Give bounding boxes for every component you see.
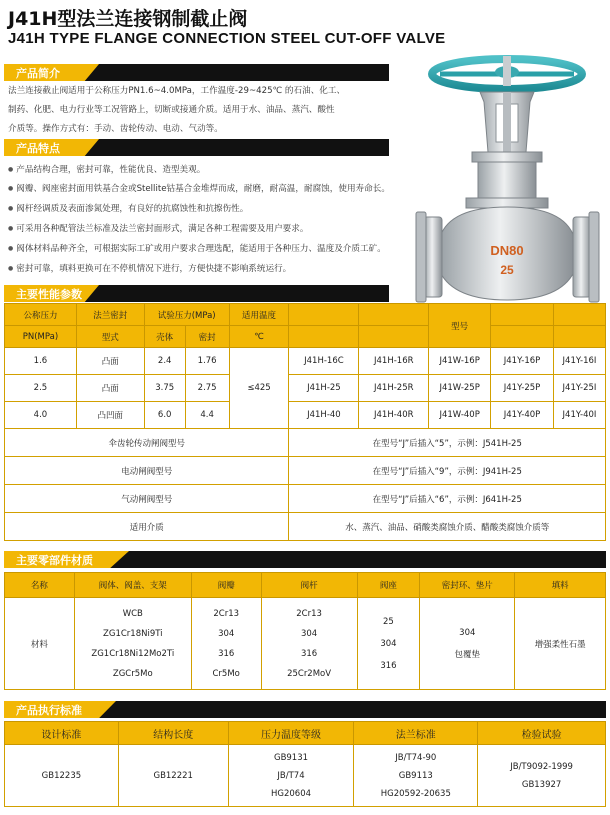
header-cell: 检验试验 — [478, 722, 606, 745]
cell: J41H-40R — [359, 402, 429, 429]
header-model-blank — [289, 326, 359, 348]
cell: 材料 — [5, 598, 75, 690]
header-cell: 设计标准 — [5, 722, 119, 745]
cell: J41W-40P — [429, 402, 491, 429]
cell: J41Y-25I — [553, 375, 605, 402]
cell: 凸面 — [76, 348, 144, 375]
section-title: 产品简介 — [16, 67, 60, 80]
cell: J41H-25 — [289, 375, 359, 402]
cell: 4.4 — [185, 402, 229, 429]
value: ZG1Cr18Ni12Mo2Ti — [91, 648, 175, 659]
value: HG20592-20635 — [380, 788, 451, 799]
header-cell: 压力温度等级 — [228, 722, 354, 745]
value: 2Cr13 — [213, 608, 240, 619]
table-row — [5, 485, 606, 513]
section-bar-standards — [4, 701, 606, 718]
section-title: 产品执行标准 — [16, 704, 82, 717]
value: 304 — [300, 628, 318, 639]
valve-size-marking: DN80 — [490, 243, 524, 258]
valve-pressure-marking: 25 — [500, 263, 514, 277]
value: Cr5Mo — [212, 668, 240, 679]
header-model: 型号 — [429, 304, 491, 348]
section-bar-features — [4, 139, 389, 156]
table-row — [5, 348, 606, 375]
value: HG20604 — [271, 788, 312, 799]
value: 316 — [218, 648, 235, 659]
cell: 伞齿轮传动闸阀型号 — [5, 429, 289, 457]
section-bar-intro — [4, 64, 389, 81]
value: 316 — [300, 648, 318, 659]
feature-item: ● 阀杆经调质及表面渗氮处理，有良好的抗腐蚀性和抗擦伤性。 — [8, 202, 248, 214]
params-table — [4, 303, 606, 541]
value: ZG1Cr18Ni9Ti — [103, 628, 163, 639]
header-temp: 适用温度 — [229, 304, 289, 326]
cell: J41H-40 — [289, 402, 359, 429]
cell: 3.75 — [144, 375, 185, 402]
header-cell: 阀座 — [357, 573, 420, 598]
value: GB9131 — [273, 752, 309, 763]
cell-test — [478, 745, 606, 807]
cell: GB12221 — [118, 745, 228, 807]
cell: 1.76 — [185, 348, 229, 375]
cell: 凸凹面 — [76, 402, 144, 429]
cell-seat — [357, 598, 420, 690]
cell: J41Y-40P — [491, 402, 554, 429]
cell-body — [74, 598, 191, 690]
cell: GB12235 — [5, 745, 119, 807]
table-row — [5, 745, 606, 807]
value: 2Cr13 — [296, 608, 322, 619]
header-cell: 阀瓣 — [191, 573, 261, 598]
cell: J41Y-40I — [553, 402, 605, 429]
table-row — [5, 429, 606, 457]
cell-packing: 增强柔性石墨 — [515, 598, 606, 690]
intro-line: 法兰连接截止阀适用于公称压力PN1.6~4.0MPa，工作温度-29~425℃ 的石油、化工、 — [8, 86, 346, 96]
header-test: 试验压力(MPa) — [144, 304, 229, 326]
value: 304 — [218, 628, 235, 639]
feature-item: ● 密封可靠，填料更换可在不停机情况下进行，方便快捷不影响系统运行。 — [8, 262, 291, 274]
value: ZGCr5Mo — [112, 668, 153, 679]
cell-disc — [191, 598, 261, 690]
feature-item: ● 产品结构合理，密封可靠，性能优良、造型美观。 — [8, 163, 205, 175]
cell: 2.4 — [144, 348, 185, 375]
header-pn-unit: PN(MPa) — [5, 326, 77, 348]
value: 包覆垫 — [454, 649, 481, 660]
header-pn: 公称压力 — [5, 304, 77, 326]
feature-item: ● 可采用各种配管法兰标准及法兰密封面形式，满足各种工程需要及用户要求。 — [8, 222, 308, 234]
value: GB9113 — [398, 770, 433, 781]
header-model-blank — [491, 304, 554, 326]
header-sealing: 密封 — [185, 326, 229, 348]
page-title: J41H型法兰连接钢制截止阀 — [8, 8, 248, 30]
value: 25Cr2MoV — [287, 668, 332, 679]
valve-illustration — [410, 52, 605, 322]
header-cell: 密封环、垫片 — [420, 573, 515, 598]
table-row — [5, 457, 606, 485]
header-cell: 阀杆 — [261, 573, 357, 598]
cell: 在型号“J”后插入“6”，示例：J641H-25 — [289, 485, 606, 513]
value: 304 — [380, 638, 397, 649]
cell-flange — [354, 745, 478, 807]
cell-temp: ≤425 — [229, 348, 289, 429]
header-model-blank — [289, 304, 359, 326]
cell: 在型号“J”后插入“9”，示例：J941H-25 — [289, 457, 606, 485]
cell: J41H-16C — [289, 348, 359, 375]
cell: 2.5 — [5, 375, 77, 402]
header-model-blank — [553, 326, 605, 348]
feature-item: ● 阀体材料品种齐全，可根据实际工矿或用户要求合理选配，能适用于各种压力、温度及介质工矿。 — [8, 242, 386, 254]
value: GB13927 — [521, 779, 562, 790]
value: 304 — [459, 627, 476, 638]
cell-stem — [261, 598, 357, 690]
cell: 适用介质 — [5, 513, 289, 541]
cell: 在型号“J”后插入“5”，示例：J541H-25 — [289, 429, 606, 457]
header-model-blank — [491, 326, 554, 348]
cell: 4.0 — [5, 402, 77, 429]
header-cell: 阀体、阀盖、支架 — [74, 573, 191, 598]
section-title: 产品特点 — [16, 142, 60, 155]
value: JB/T9092-1999 — [510, 761, 573, 772]
materials-table — [4, 572, 606, 690]
header-cell: 填料 — [515, 573, 606, 598]
header-model-blank — [553, 304, 605, 326]
intro-text — [8, 82, 388, 139]
cell: 2.75 — [185, 375, 229, 402]
section-bar-params — [4, 285, 389, 302]
standards-table — [4, 721, 606, 807]
section-title: 主要性能参数 — [16, 288, 82, 301]
header-cell: 结构长度 — [118, 722, 228, 745]
table-row — [5, 598, 606, 690]
cell-gasket — [420, 598, 515, 690]
feature-item: ● 阀瓣、阀座密封面用铁基合金或Stellite钴基合金堆焊而成，耐磨，耐高温，耐腐蚀，使用寿命长。 — [8, 182, 390, 194]
page-subtitle: J41H TYPE FLANGE CONNECTION STEEL CUT-OFF VALVE — [8, 30, 446, 47]
table-row — [5, 402, 606, 429]
header-cell: 法兰标准 — [354, 722, 478, 745]
cell: J41W-25P — [429, 375, 491, 402]
cell: J41W-16P — [429, 348, 491, 375]
header-shell: 壳体 — [144, 326, 185, 348]
cell: J41Y-16I — [553, 348, 605, 375]
cell-pt — [228, 745, 354, 807]
intro-line: 制药、化肥、电力行业等工况管路上，切断或接通介质。适用于水、油品、蒸汽、酸性 — [8, 105, 335, 115]
header-cell: 名称 — [5, 573, 75, 598]
section-title: 主要零部件材质 — [16, 554, 93, 567]
value: WCB — [122, 608, 143, 619]
cell: 水、蒸汽、油品、硝酸类腐蚀介质、醋酸类腐蚀介质等 — [289, 513, 606, 541]
header-model-blank — [359, 304, 429, 326]
cell: J41Y-16P — [491, 348, 554, 375]
header-seal-type: 型式 — [76, 326, 144, 348]
cell: 气动闸阀型号 — [5, 485, 289, 513]
cell: 电动闸阀型号 — [5, 457, 289, 485]
cell: J41Y-25P — [491, 375, 554, 402]
value: JB/T74-90 — [395, 752, 437, 763]
value: 316 — [380, 660, 397, 671]
cell: J41H-16R — [359, 348, 429, 375]
header-temp-unit: ℃ — [229, 326, 289, 348]
intro-line: 介质等。操作方式有：手动、齿轮传动、电动、气动等。 — [8, 124, 223, 134]
value: JB/T74 — [277, 770, 305, 781]
section-bar-materials — [4, 551, 606, 568]
cell: 1.6 — [5, 348, 77, 375]
cell: 凸面 — [76, 375, 144, 402]
table-row — [5, 513, 606, 541]
cell: J41H-25R — [359, 375, 429, 402]
header-model-blank — [359, 326, 429, 348]
value: 25 — [383, 616, 394, 627]
table-row — [5, 375, 606, 402]
header-seal: 法兰密封 — [76, 304, 144, 326]
cell: 6.0 — [144, 402, 185, 429]
